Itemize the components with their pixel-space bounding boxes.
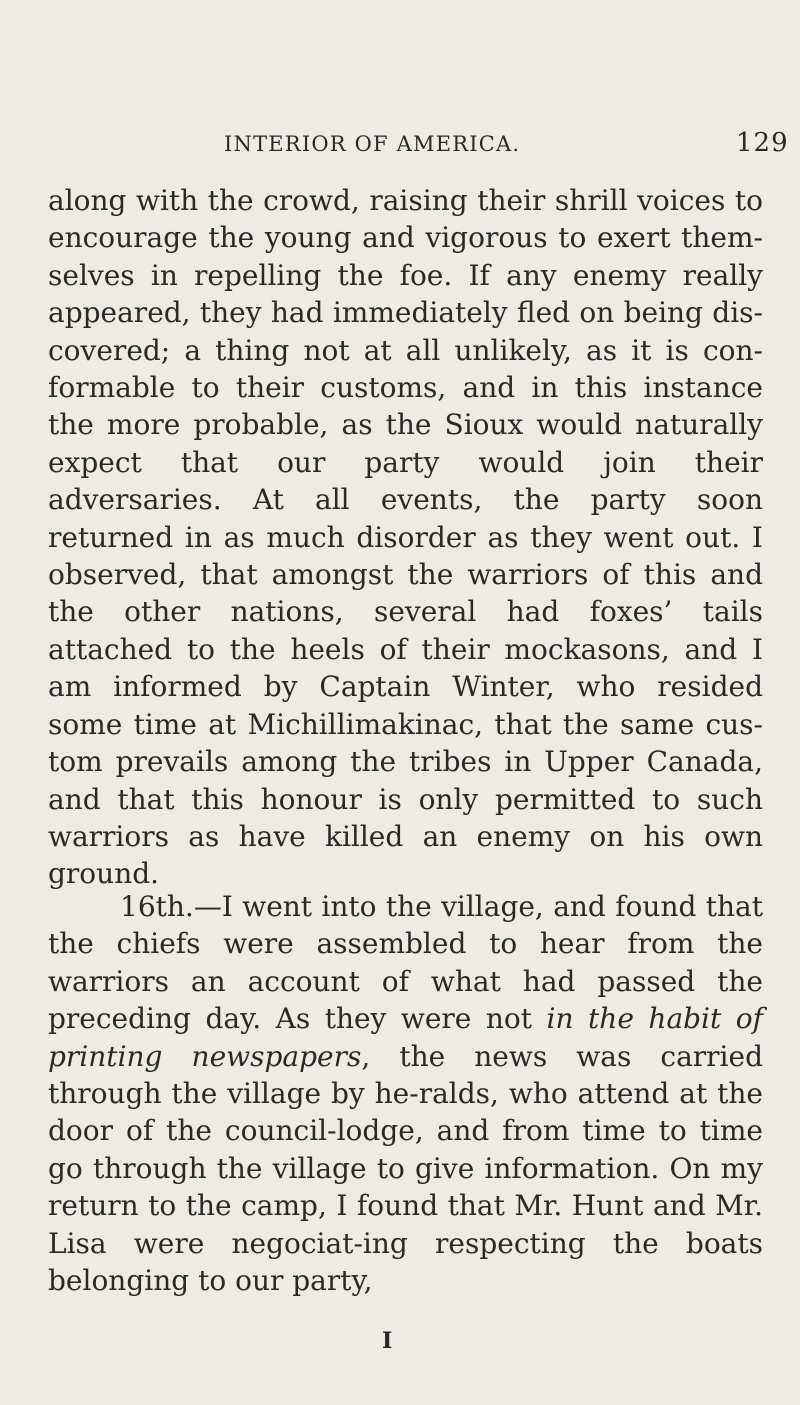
paragraph-2-italic-phrase: in the habit of printing newspapers xyxy=(48,1002,763,1073)
body-paragraph-2 xyxy=(48,888,763,1299)
paragraph-2-text-start: 16th.—I went into the village, and found that the chiefs were assembled to hear from the warriors an account of what had passed the preceding day. As they were not xyxy=(48,890,763,1036)
signature-mark: I xyxy=(382,1328,393,1354)
page-number: 129 xyxy=(736,128,789,158)
running-head: INTERIOR OF AMERICA. xyxy=(224,132,521,156)
body-paragraph-1: along with the crowd, raising their shrill voices to encourage the young and vigorous to exert them-selves in repelling the foe. If any enemy really appeared, they had immediately fled on being dis-covered; a thing not at all unlikely, as it is con-formable to their customs, and in this instance the more probable, as the Sioux would naturally expect that our party would join their adversaries. At all events, the party soon returned in as much disorder as they went out. I observed, that amongst the warriors of this and the other nations, several had foxes’ tails attached to the heels of their mockasons, and I am informed by Captain Winter, who resided some time at Michillimakinac, that the same cus-tom prevails among the tribes in Upper Canada, and that this honour is only permitted to such warriors as have killed an enemy on his own ground. xyxy=(48,184,763,891)
page-header xyxy=(0,128,800,168)
paragraph-2-text-end: , the news was carried through the village by he-ralds, who attend at the door of the council-lodge, and from time to time go through the village to give information. On my return to the camp, I found that Mr. Hunt and Mr. Lisa were negociat-ing respecting the boats belonging to our party, xyxy=(48,1039,764,1298)
